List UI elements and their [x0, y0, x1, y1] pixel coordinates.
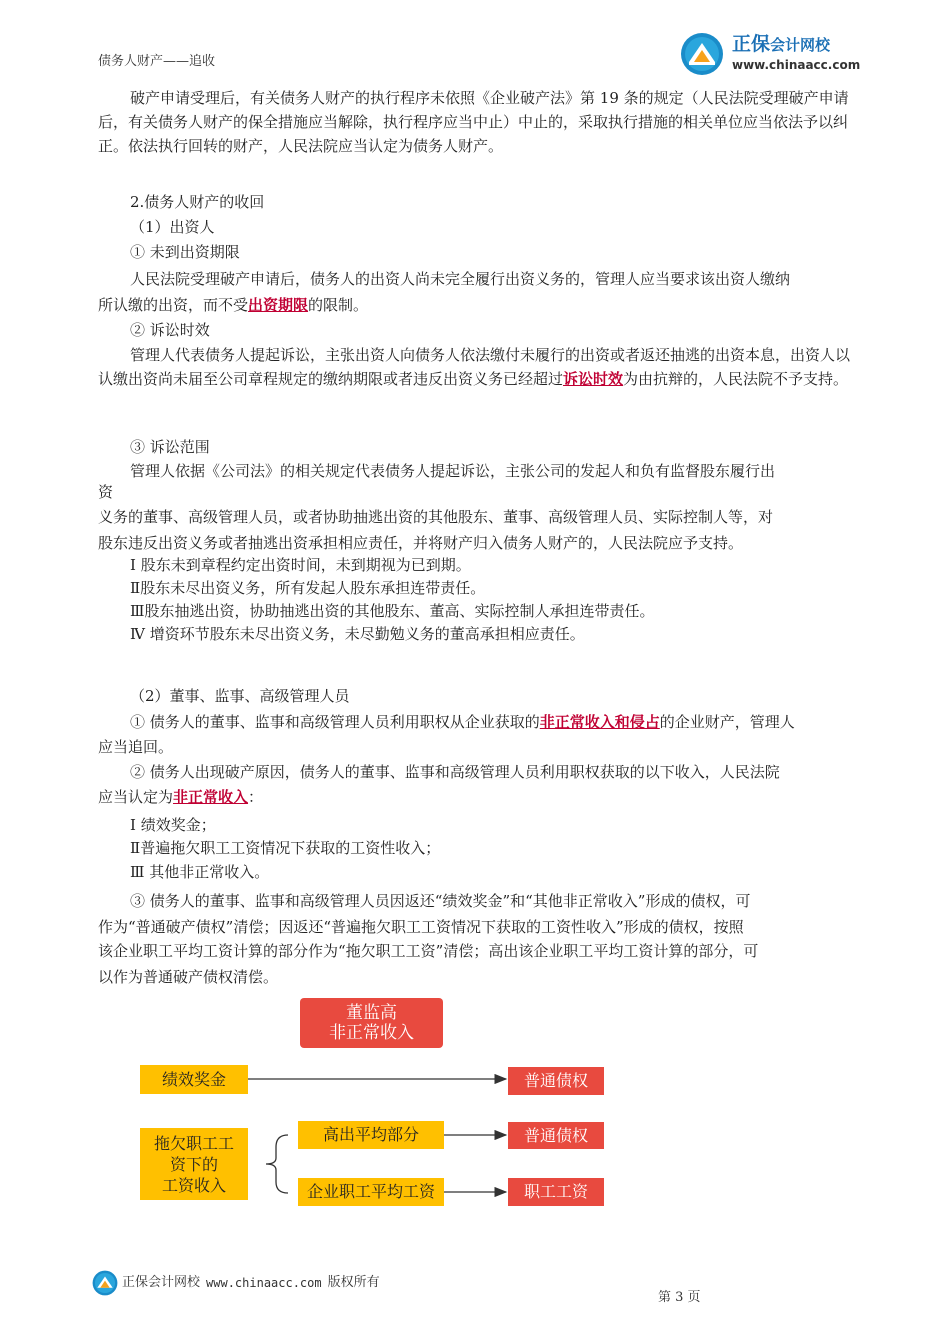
highlight-susong-shixiao: 诉讼时效	[563, 370, 624, 388]
footer-page-number-cut: 第 3 页	[658, 1290, 701, 1305]
logo-url: www.chinaacc.com	[732, 58, 861, 72]
para-c-line-1: 作为“普通破产债权”清偿；因返还“普遍拖欠职工工资情况下获取的工资性收入”形成的债权，按照	[98, 918, 744, 936]
intro-paragraph: 破产申请受理后，有关债务人财产的执行程序未依照《企业破产法》第 19 条的规定（人民法院受理破产申请后，有关债务人财产的保全措施应当解除，执行程序应当中止）中止的，采取执行措施的相关单位应当依法予以纠正。依法执行回转的财产，人民法院应当认定为债务人财产。	[98, 89, 849, 155]
item-3-cut-line: 股东违反出资义务或者抽逃出资承担相应责任，并将财产归入债务人财产的，人民法院应予支持。	[98, 534, 744, 552]
item-3-line-2: 资	[98, 483, 114, 501]
footer-url[interactable]: www.chinaacc.com	[206, 1276, 322, 1290]
item-2-title: ② 诉讼时效	[130, 321, 210, 339]
list-1-item-1: Ⅰ 股东未到章程约定出资时间，未到期视为已到期。	[130, 556, 471, 574]
highlight-chuzi-qixian: 出资期限	[248, 296, 309, 314]
item-1-tail: 所认缴的出资，而不受出资期限的限制。	[98, 296, 369, 314]
para-c-line-2: 该企业职工平均工资计算的部分作为“拖欠职工工资”清偿；高出该企业职工平均工资计算的部分，可	[98, 942, 759, 960]
list-1-item-2: Ⅱ股东未尽出资义务，所有发起人股东承担连带责任。	[130, 579, 486, 597]
header-cut-text: 债务人财产——追收	[98, 54, 216, 69]
item-3-line-3: 义务的董事、高级管理人员，或者协助抽逃出资的其他股东、董事、高级管理人员、实际控制人等，对	[98, 508, 774, 526]
list-2-item-3: Ⅲ 其他非正常收入。	[130, 863, 270, 881]
section-2-title: 2.债务人财产的收回	[130, 193, 265, 211]
item-3-title: ③ 诉讼范围	[130, 438, 210, 456]
logo-name: 正保会计网校	[732, 33, 831, 55]
item-3-line-1: 管理人依据《公司法》的相关规定代表债务人提起诉讼，主张公司的发起人和负有监督股东履行出	[130, 462, 776, 480]
para-b-cut-line: 应当认定为非正常收入：	[98, 788, 264, 806]
footer	[92, 1268, 380, 1298]
item-1-title: ① 未到出资期限	[130, 243, 240, 261]
para-a-tail: 应当追回。	[98, 738, 174, 756]
item-2-paragraph: 管理人代表债务人提起诉讼，主张出资人向债务人依法缴付未履行的出资或者返还抽逃的出资本息，出资人以认缴出资尚未届至公司章程规定的缴纳期限或者违反出资义务已经超过诉讼时效为由抗辩的，人民法院不予支持。	[98, 346, 851, 388]
diagram-box-zhigong-gongzi: 职工工资	[508, 1178, 604, 1206]
diagram-box-gaochu-pingjun: 高出平均部分	[298, 1121, 444, 1149]
footer-name: 正保会计网校	[122, 1275, 201, 1290]
list-2-item-1: Ⅰ 绩效奖金；	[130, 816, 216, 834]
footer-rights: 版权所有	[327, 1275, 380, 1290]
diagram-box-pingjun-gongzi: 企业职工平均工资	[298, 1178, 444, 1206]
para-c-cut-line: ③ 债务人的董事、监事和高级管理人员因返还“绩效奖金”和“其他非正常收入”形成的债权，可	[130, 892, 751, 910]
para-b-line: ② 债务人出现破产原因，债务人的董事、监事和高级管理人员利用职权获取的以下收入，人民法院	[130, 763, 780, 781]
bracket-left	[266, 1135, 288, 1193]
diagram-box-jixiao-jiangjin: 绩效奖金	[140, 1065, 248, 1094]
list-2-item-2: Ⅱ普遍拖欠职工工资情况下获取的工资性收入；	[130, 839, 441, 857]
diagram-title-box: 董监高 非正常收入	[300, 998, 443, 1048]
list-1-item-3: Ⅲ股东抽逃出资，协助抽逃出资的其他股东、董高、实际控制人承担连带责任。	[130, 602, 655, 620]
diagram-box-putong-zhaiquan-2: 普通债权	[508, 1122, 604, 1149]
list-1-item-4: Ⅳ 增资环节股东未尽出资义务，未尽勤勉义务的董高承担相应责任。	[130, 625, 585, 643]
footer-logo-icon	[92, 1270, 118, 1296]
section-2-sub-2-cut: （2）董事、监事、高级管理人员	[130, 687, 350, 705]
item-1-cut-line: 人民法院受理破产申请后，债务人的出资人尚未完全履行出资义务的，管理人应当要求该出资人缴纳	[130, 270, 791, 288]
section-2-sub-1: （1）出资人	[130, 218, 215, 236]
para-a-cut-line: ① 债务人的董事、监事和高级管理人员利用职权从企业获取的非正常收入和侵占的企业财产，管理人	[130, 713, 795, 731]
diagram-box-tuoqian-gongzi: 拖欠职工工 资下的 工资收入	[140, 1128, 248, 1200]
para-c-cut-line-2: 以作为普通破产债权清偿。	[98, 968, 279, 986]
diagram-box-putong-zhaiquan-1: 普通债权	[508, 1067, 604, 1095]
